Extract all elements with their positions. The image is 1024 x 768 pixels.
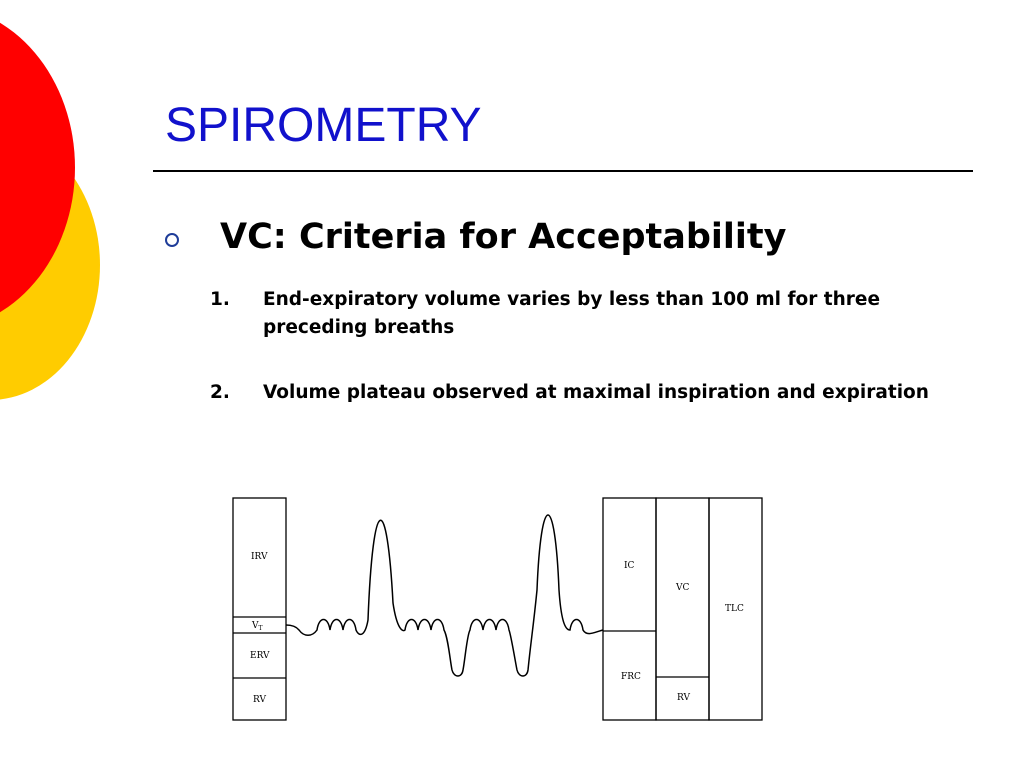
tlc-label: TLC — [725, 604, 744, 614]
left-volume-column — [233, 498, 286, 720]
ic-frc-column — [603, 498, 656, 720]
list-item-number: 1. — [210, 289, 230, 310]
erv-label: ERV — [250, 651, 270, 661]
vc-label: VC — [676, 583, 690, 593]
list-item-number: 2. — [210, 382, 230, 403]
ic-label: IC — [624, 561, 635, 571]
list-item — [210, 286, 970, 342]
slide-title: SPIROMETRY — [165, 99, 482, 152]
title-divider — [153, 170, 973, 172]
spirometry-trace — [286, 515, 603, 676]
vc-rv-column — [656, 498, 709, 720]
list-item — [210, 379, 970, 407]
hollow-circle-bullet-icon — [165, 233, 179, 247]
rv-label: RV — [253, 695, 266, 705]
bullet-heading: VC: Criteria for Acceptability — [220, 217, 787, 257]
rv-label: RV — [677, 693, 690, 703]
irv-label: IRV — [251, 552, 268, 562]
vt-label: $V_T$ — [252, 621, 263, 632]
frc-label: FRC — [621, 672, 641, 682]
lung-volumes-diagram — [225, 490, 770, 730]
list-item-text: End-expiratory volume varies by less than 100 ml for three preceding breaths — [263, 289, 881, 338]
list-item-text: Volume plateau observed at maximal inspiration and expiration — [263, 382, 929, 403]
